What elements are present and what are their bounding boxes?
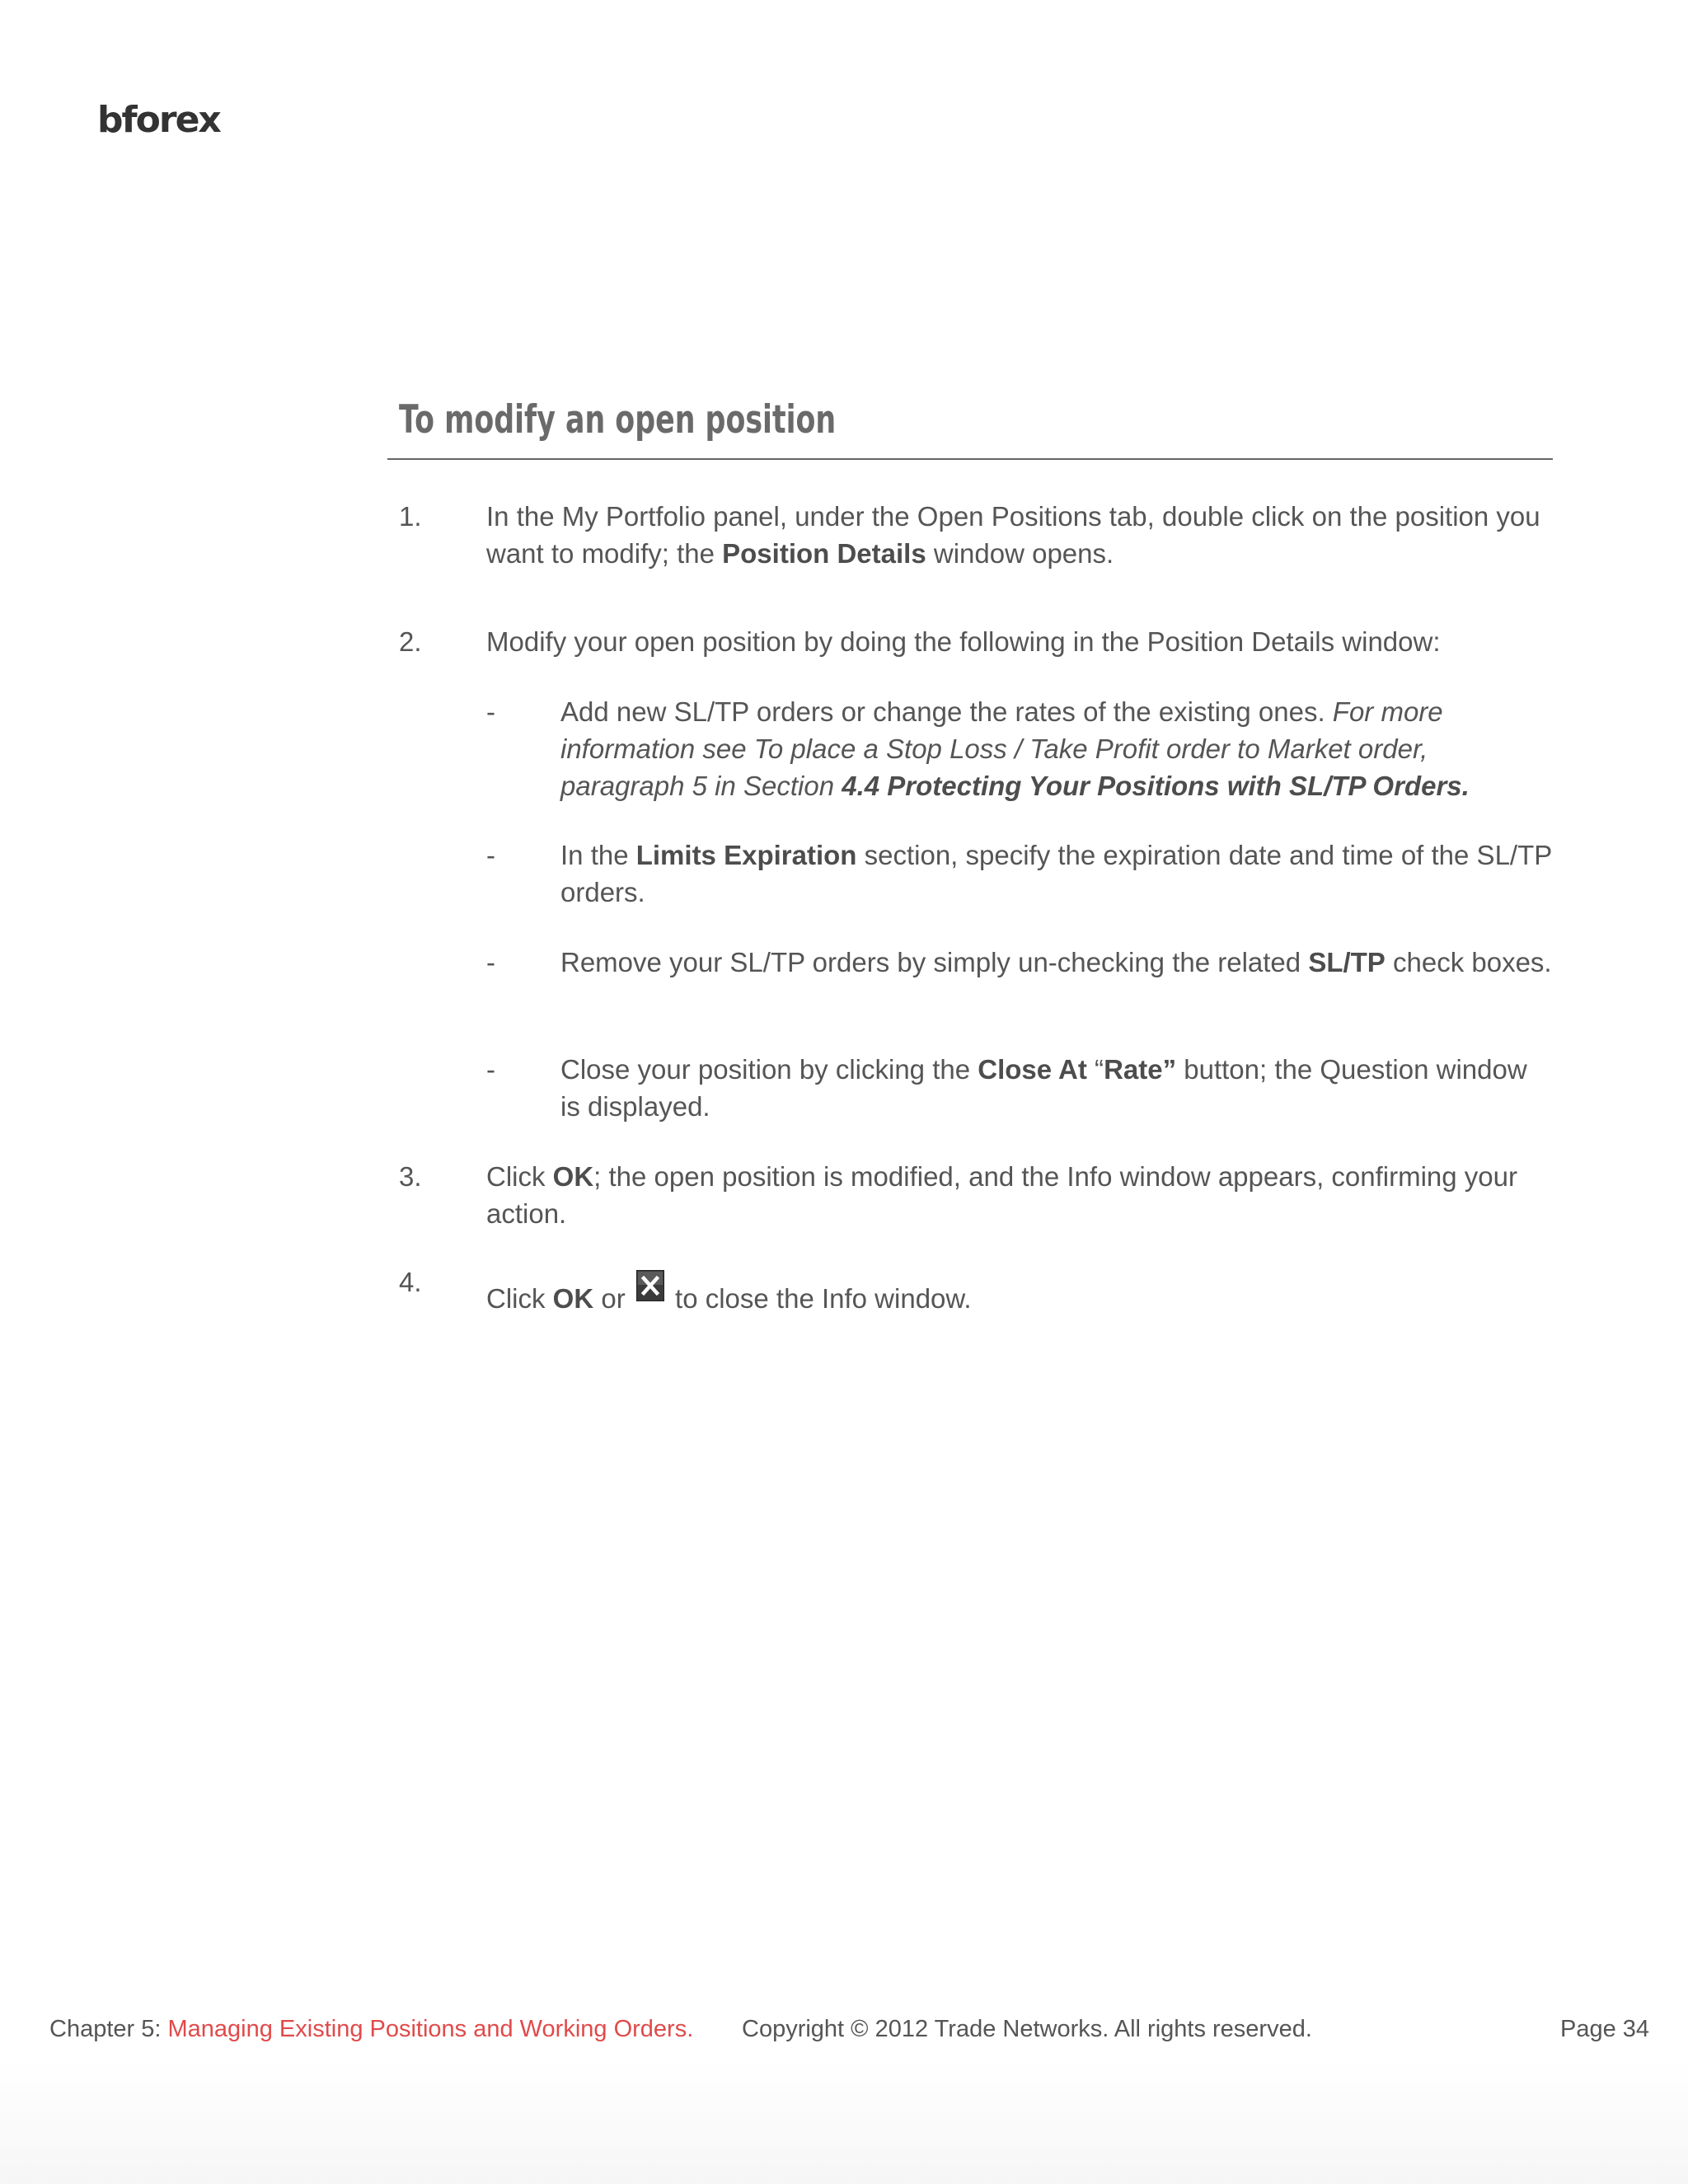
page-number: Page 34 — [1560, 2016, 1650, 2042]
title-underline — [387, 458, 1553, 460]
step-number: 4. — [399, 1267, 422, 1297]
cross-reference: For more information see To place a Stop Loss / Take Profit order to Market order, paragraph 5 in Section — [560, 696, 1443, 801]
step-text: In the My Portfolio panel, under the Open Positions tab, double click on the position you want to modify; the Position Details window opens. — [486, 501, 1540, 569]
bforex-logo: bforex — [97, 99, 220, 141]
bold-term: Rate” — [1104, 1054, 1177, 1085]
section-title: To modify an open position — [399, 397, 837, 443]
step-number: 2. — [399, 626, 422, 657]
page-bottom-shade — [0, 2060, 1688, 2184]
step-text: Modify your open position by doing the following in the Position Details window: — [486, 626, 1441, 657]
step-number: 3. — [399, 1161, 422, 1192]
bullet-dash: - — [486, 840, 495, 870]
section-reference: 4.4 Protecting Your Positions with SL/TP Orders. — [842, 771, 1470, 801]
bold-term: OK — [552, 1161, 594, 1192]
subitem-text: Add new SL/TP orders or change the rates of the existing ones. For more information see To place a Stop Loss / Take Profit order to Market order, paragraph 5 in Section 4.4 Protecting Your Positions with SL/TP Orders. — [560, 696, 1470, 801]
step-number: 1. — [399, 501, 422, 532]
bullet-dash: - — [486, 1054, 495, 1085]
bold-term: Close At — [978, 1054, 1087, 1085]
bold-term: OK — [552, 1283, 594, 1314]
subitem-text: Close your position by clicking the Close At “Rate” button; the Question window is displayed. — [560, 1054, 1527, 1122]
bold-term: SL/TP — [1308, 947, 1386, 977]
bullet-dash: - — [486, 947, 495, 977]
bold-term: Limits Expiration — [635, 840, 857, 870]
bullet-dash: - — [486, 696, 495, 727]
footer-copyright: Copyright © 2012 Trade Networks. All rights reserved. — [742, 2016, 1312, 2042]
step-text: Click OK or to close the Info window. — [486, 1270, 1553, 1317]
subitem-text: In the Limits Expiration section, specify the expiration date and time of the SL/TP orders. — [560, 840, 1552, 907]
step-text: Click OK; the open position is modified, and the Info window appears, confirming your action. — [486, 1161, 1517, 1229]
subitem-text: Remove your SL/TP orders by simply un-checking the related SL/TP check boxes. — [560, 947, 1552, 977]
footer-chapter: Chapter 5: Managing Existing Positions and Working Orders. — [49, 2016, 694, 2042]
bold-term: Position Details — [722, 538, 926, 569]
chapter-title: Managing Existing Positions and Working Orders. — [167, 2016, 694, 2042]
close-x-icon — [636, 1270, 664, 1301]
